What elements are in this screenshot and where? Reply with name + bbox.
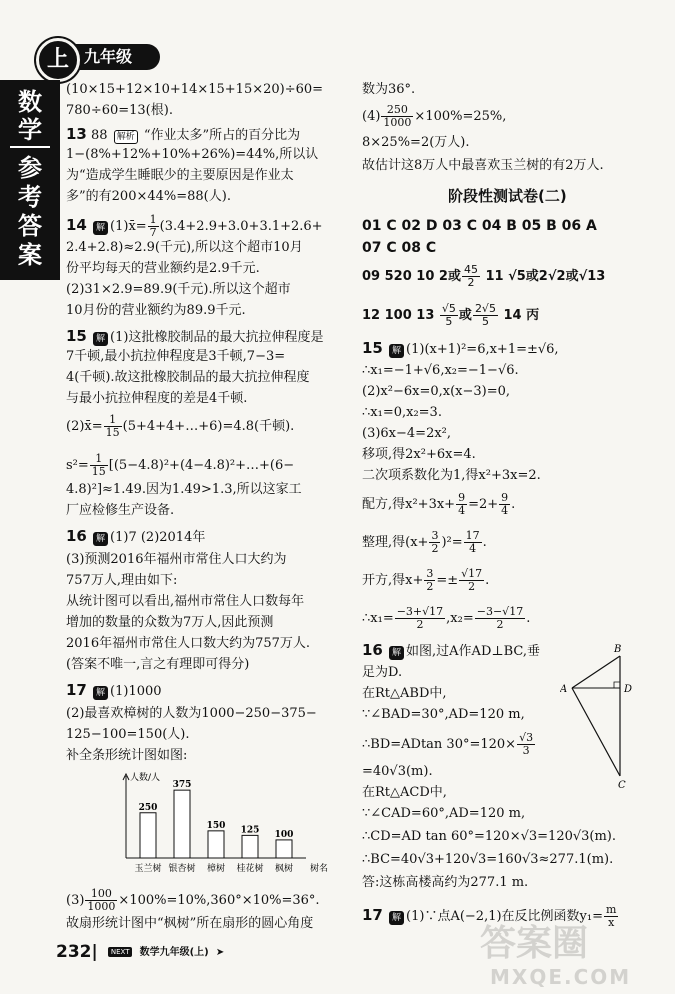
page-footer bbox=[56, 942, 224, 962]
text-segment: =± bbox=[436, 573, 459, 588]
bar-value-label: 100 bbox=[274, 829, 294, 840]
category-label: 银杏树 bbox=[168, 864, 196, 874]
answer-14 bbox=[66, 214, 323, 239]
text-line: 份平均每天的营业额约是2.9千元. bbox=[66, 261, 260, 276]
bar bbox=[242, 835, 258, 858]
watermark-url: MXQE.COM bbox=[490, 965, 632, 989]
denominator: 4 bbox=[469, 542, 477, 555]
text-line: 在Rt△ACD中, bbox=[362, 785, 447, 800]
solution-tag: 解 bbox=[389, 646, 404, 660]
text-line: ∴CD=AD tan 60°=120×√3=120√3(m). bbox=[362, 829, 617, 844]
question-number: 16 bbox=[362, 641, 383, 659]
divider: | bbox=[91, 942, 98, 962]
text-line: 移项,得2x²+6x=4. bbox=[362, 447, 476, 462]
question-number: 17 bbox=[66, 681, 87, 699]
section-label: 参考答案 bbox=[18, 154, 42, 269]
bar-chart bbox=[66, 768, 356, 880]
text-line: (3)预测2016年福州市常住人口大约为 bbox=[66, 552, 287, 567]
text-line: (10×15+12×10+14×15+15×20)÷60= bbox=[66, 82, 324, 97]
arrow-icon: ➤ bbox=[215, 947, 225, 958]
label-d: D bbox=[624, 684, 633, 695]
text-line bbox=[362, 104, 506, 129]
category-label: 樟树 bbox=[206, 864, 226, 874]
numerator: 100 bbox=[85, 888, 117, 901]
segment-ac bbox=[572, 688, 620, 776]
bar-value-label: 375 bbox=[172, 780, 192, 791]
denominator: 5 bbox=[481, 315, 489, 328]
fraction bbox=[424, 568, 435, 593]
text-segment: 09 520 10 2或 bbox=[362, 269, 461, 284]
grade-badge: 上 bbox=[36, 38, 80, 82]
numerator: 1 bbox=[149, 213, 157, 226]
text-line bbox=[362, 530, 487, 555]
denominator: x bbox=[608, 916, 615, 929]
text-line: (2)最喜欢樟树的人数为1000−250−375− bbox=[66, 706, 317, 721]
bar bbox=[208, 831, 224, 858]
text-line bbox=[362, 732, 536, 757]
text-line: (答案不唯一,言之有理即可得分) bbox=[66, 657, 250, 672]
text-segment: . bbox=[485, 573, 490, 588]
text-line: ∴x₁=0,x₂=3. bbox=[362, 405, 442, 420]
fraction bbox=[475, 606, 525, 631]
fill-answers bbox=[362, 303, 539, 328]
text-line: 补全条形统计图如图: bbox=[66, 748, 188, 763]
text-line: 与最小抗拉伸程度的差是4千顿. bbox=[66, 391, 248, 406]
text-line: 10月份的营业额约为89.9千元. bbox=[66, 303, 246, 318]
text-line: 4.8)²]≈1.49.因为1.49>1.3,所以这家工 bbox=[66, 482, 302, 497]
numerator: −3−√17 bbox=[476, 605, 524, 618]
fraction bbox=[456, 492, 467, 517]
text-line: 780÷60=13(根). bbox=[66, 103, 173, 118]
solution-tag: 解 bbox=[389, 911, 404, 925]
numerator: 1 bbox=[90, 453, 108, 466]
text-segment: (1)这批橡胶制品的最大抗拉伸程度是 bbox=[110, 330, 324, 345]
fraction bbox=[429, 530, 440, 555]
text-segment: (4) bbox=[362, 109, 381, 124]
category-label: 枫树 bbox=[274, 864, 294, 874]
numerator: 17 bbox=[465, 529, 480, 542]
text-line bbox=[362, 492, 515, 517]
denominator: 2 bbox=[426, 580, 434, 593]
question-number: 17 bbox=[362, 906, 383, 924]
denominator: 1000 bbox=[383, 116, 412, 129]
watermark bbox=[480, 915, 670, 990]
question-number: 13 bbox=[66, 125, 87, 143]
bar bbox=[140, 813, 156, 858]
text-line: (3)6x−4=2x², bbox=[362, 426, 452, 441]
question-number: 16 bbox=[66, 527, 87, 545]
bar bbox=[276, 840, 292, 858]
answer-17 bbox=[66, 680, 162, 702]
text-line: 故估计这8万人中最喜欢玉兰树的有2万人. bbox=[362, 158, 604, 173]
text-line: (2)x²−6x=0,x(x−3)=0, bbox=[362, 384, 511, 399]
text-segment: 12 100 13 bbox=[362, 308, 439, 323]
fill-answers bbox=[362, 264, 605, 289]
category-label: 桂花树 bbox=[236, 864, 264, 874]
question-number: 15 bbox=[66, 327, 87, 345]
denominator: 15 bbox=[91, 465, 106, 478]
text-line: 答:这栋高楼高约为277.1 m. bbox=[362, 875, 529, 890]
text-segment: (1)x̄= bbox=[110, 219, 147, 234]
text-line: “作业太多”所占的百分比为 bbox=[143, 128, 301, 143]
solution-tag: 解 bbox=[93, 221, 108, 235]
text-line bbox=[362, 568, 489, 593]
fraction bbox=[459, 568, 484, 593]
text-line: =40√3(m). bbox=[362, 764, 433, 779]
numerator: m bbox=[606, 903, 617, 916]
denominator: 7 bbox=[149, 226, 157, 239]
brand-logo: NEXT bbox=[108, 947, 133, 957]
text-segment: =2+ bbox=[468, 497, 499, 512]
numerator: 250 bbox=[381, 104, 413, 117]
label-c: C bbox=[618, 780, 626, 790]
question-number: 15 bbox=[362, 339, 383, 357]
text-segment: [(5−4.8)²+(4−4.8)²+…+(6− bbox=[108, 458, 295, 473]
numerator: 3 bbox=[426, 567, 434, 580]
text-segment: (2)x̄= bbox=[66, 419, 103, 434]
answer-16 bbox=[66, 526, 205, 548]
analysis-tag: 解析 bbox=[114, 130, 138, 144]
text-segment: ,x₂= bbox=[446, 611, 474, 626]
denominator: 2 bbox=[468, 580, 476, 593]
solution-tag: 解 bbox=[93, 332, 108, 346]
label-a: A bbox=[560, 684, 568, 695]
text-segment: (1)∵点A(−2,1)在反比例函数y₁= bbox=[406, 909, 603, 924]
answer-15 bbox=[66, 326, 323, 348]
page-number: 232 bbox=[56, 942, 92, 962]
text-segment: (5+4+4+…+6)=4.8(千顿). bbox=[122, 419, 295, 434]
text-line: ∴BC=40√3+120√3=160√3≈277.1(m). bbox=[362, 852, 614, 867]
text-segment: (1)1000 bbox=[110, 684, 162, 699]
text-line: 2016年福州市常住人口数大约为757万人. bbox=[66, 636, 311, 651]
text-line bbox=[66, 453, 294, 478]
answer-13 bbox=[66, 124, 300, 146]
text-segment: 开方,得x+ bbox=[362, 573, 424, 588]
text-segment: (3) bbox=[66, 893, 85, 908]
mc-answers: 01 C 02 D 03 C 04 B 05 B 06 A bbox=[362, 218, 597, 234]
text-segment: ×100%=25%, bbox=[414, 109, 507, 124]
text-segment: )²= bbox=[441, 535, 463, 550]
text-segment: . bbox=[511, 497, 516, 512]
fraction bbox=[148, 214, 159, 239]
text-segment: s²= bbox=[66, 458, 89, 473]
fraction bbox=[464, 530, 482, 555]
text-segment: 11 √5或2√2或√13 bbox=[480, 269, 606, 284]
right-angle-mark bbox=[614, 682, 620, 688]
numerator: √5 bbox=[441, 302, 456, 315]
text-line: 2.4+2.8)≈2.9(千元),所以这个超市10月 bbox=[66, 240, 303, 255]
text-line: ∵∠BAD=30°,AD=120 m, bbox=[362, 707, 525, 722]
denominator: 2 bbox=[467, 276, 475, 289]
text-line bbox=[66, 888, 320, 913]
mc-answers: 07 C 08 C bbox=[362, 240, 437, 256]
text-segment: (1)(x+1)²=6,x+1=±√6, bbox=[406, 342, 559, 357]
text-line: 8×25%=2(万人). bbox=[362, 135, 470, 150]
denominator: 4 bbox=[501, 504, 509, 517]
denominator: 2 bbox=[416, 618, 424, 631]
text-segment: . bbox=[526, 611, 531, 626]
category-label: 玉兰树 bbox=[134, 864, 162, 874]
fraction bbox=[85, 888, 117, 913]
label-b: B bbox=[614, 644, 622, 655]
text-segment: (1)7 (2)2014年 bbox=[110, 530, 206, 545]
book-title: 数学九年级(上) bbox=[139, 947, 209, 958]
solution-tag: 解 bbox=[93, 532, 108, 546]
fraction bbox=[90, 453, 108, 478]
text-line: 足为D. bbox=[362, 665, 403, 680]
answer-15b bbox=[362, 338, 559, 360]
text-line: 数为36°. bbox=[362, 82, 416, 97]
numerator: √3 bbox=[519, 731, 534, 744]
text-line: 增加的数量的众数为7万人,因此预测 bbox=[66, 615, 274, 630]
denominator: 2 bbox=[431, 542, 439, 555]
x-axis-label: 树名 bbox=[310, 864, 329, 874]
text-line: 757万人,理由如下: bbox=[66, 573, 178, 588]
numerator: 2√5 bbox=[474, 302, 496, 315]
answer-value: 88 bbox=[91, 128, 108, 143]
numerator: 9 bbox=[458, 491, 466, 504]
solution-tag: 解 bbox=[389, 344, 404, 358]
denominator: 3 bbox=[522, 744, 530, 757]
fraction bbox=[499, 492, 510, 517]
text-line: 在Rt△ABD中, bbox=[362, 686, 447, 701]
fraction bbox=[517, 732, 535, 757]
text-line bbox=[66, 414, 294, 439]
bar-value-label: 125 bbox=[240, 825, 260, 836]
sidebar-tab bbox=[0, 80, 60, 280]
sidebar-divider bbox=[10, 146, 50, 148]
text-segment: 如图,过A作AD⊥BC,垂 bbox=[406, 644, 540, 659]
denominator: 2 bbox=[496, 618, 504, 631]
text-segment: 14 丙 bbox=[498, 308, 540, 323]
text-segment: (3.4+2.9+3.0+3.1+2.6+ bbox=[159, 219, 323, 234]
text-segment: 或 bbox=[458, 308, 472, 323]
fraction bbox=[104, 414, 122, 439]
bar-value-label: 150 bbox=[206, 820, 226, 831]
watermark-text: 答案圈 bbox=[480, 923, 589, 964]
numerator: 1 bbox=[104, 414, 122, 427]
question-number: 14 bbox=[66, 216, 87, 234]
triangle-figure bbox=[560, 640, 656, 790]
y-axis-label: 人数/人 bbox=[130, 773, 161, 783]
text-line: (2)31×2.9=89.9(千元).所以这个超市 bbox=[66, 282, 291, 297]
numerator: 9 bbox=[501, 491, 509, 504]
denominator: 4 bbox=[458, 504, 466, 517]
text-line: 4(千顿).故这批橡胶制品的最大抗拉伸程度 bbox=[66, 370, 310, 385]
bar-value-label: 250 bbox=[138, 802, 158, 813]
fraction bbox=[395, 606, 445, 631]
fraction bbox=[462, 264, 480, 289]
text-line: 多”的有200×44%=88(人). bbox=[66, 189, 231, 204]
text-segment: 配方,得x²+3x+ bbox=[362, 497, 456, 512]
denominator: 1000 bbox=[87, 900, 116, 913]
text-line: 1−(8%+12%+10%+26%)=44%,所以认 bbox=[66, 147, 319, 162]
bar bbox=[174, 790, 190, 858]
text-line: 125−100=150(人). bbox=[66, 727, 190, 742]
text-line: ∵∠CAD=60°,AD=120 m, bbox=[362, 806, 526, 821]
text-segment: ∴x₁= bbox=[362, 611, 394, 626]
answer-16b bbox=[362, 640, 540, 662]
section-title: 阶段性测试卷(二) bbox=[448, 187, 567, 205]
denominator: 15 bbox=[105, 426, 120, 439]
text-line: 为“造成学生睡眠少的主要原因是作业太 bbox=[66, 168, 294, 183]
text-line bbox=[362, 606, 530, 631]
grade-label: 九年级 bbox=[60, 44, 160, 70]
numerator: 45 bbox=[463, 263, 478, 276]
text-segment: 整理,得(x+ bbox=[362, 535, 429, 550]
fraction bbox=[381, 104, 413, 129]
text-line: 7千顿,最小抗拉伸程度是3千顿,7−3= bbox=[66, 349, 286, 364]
text-segment: . bbox=[482, 535, 487, 550]
text-line: 从统计图可以看出,福州市常住人口数每年 bbox=[66, 594, 305, 609]
text-line: 二次项系数化为1,得x²+3x=2. bbox=[362, 468, 541, 483]
subject-label: 数学 bbox=[18, 88, 42, 144]
fraction bbox=[440, 303, 458, 328]
denominator: 5 bbox=[445, 315, 453, 328]
text-segment: ×100%=10%,360°×10%=36°. bbox=[118, 893, 320, 908]
segment-ab bbox=[572, 656, 620, 688]
text-line: 厂应检修生产设备. bbox=[66, 503, 175, 518]
text-line: 故扇形统计图中“枫树”所在扇形的圆心角度 bbox=[66, 916, 314, 931]
text-line: ∴x₁=−1+√6,x₂=−1−√6. bbox=[362, 363, 519, 378]
solution-tag: 解 bbox=[93, 686, 108, 700]
numerator: 3 bbox=[431, 529, 439, 542]
numerator: √17 bbox=[461, 567, 483, 580]
text-segment: ∴BD=ADtan 30°=120× bbox=[362, 737, 517, 752]
fraction bbox=[473, 303, 498, 328]
numerator: −3+√17 bbox=[396, 605, 444, 618]
